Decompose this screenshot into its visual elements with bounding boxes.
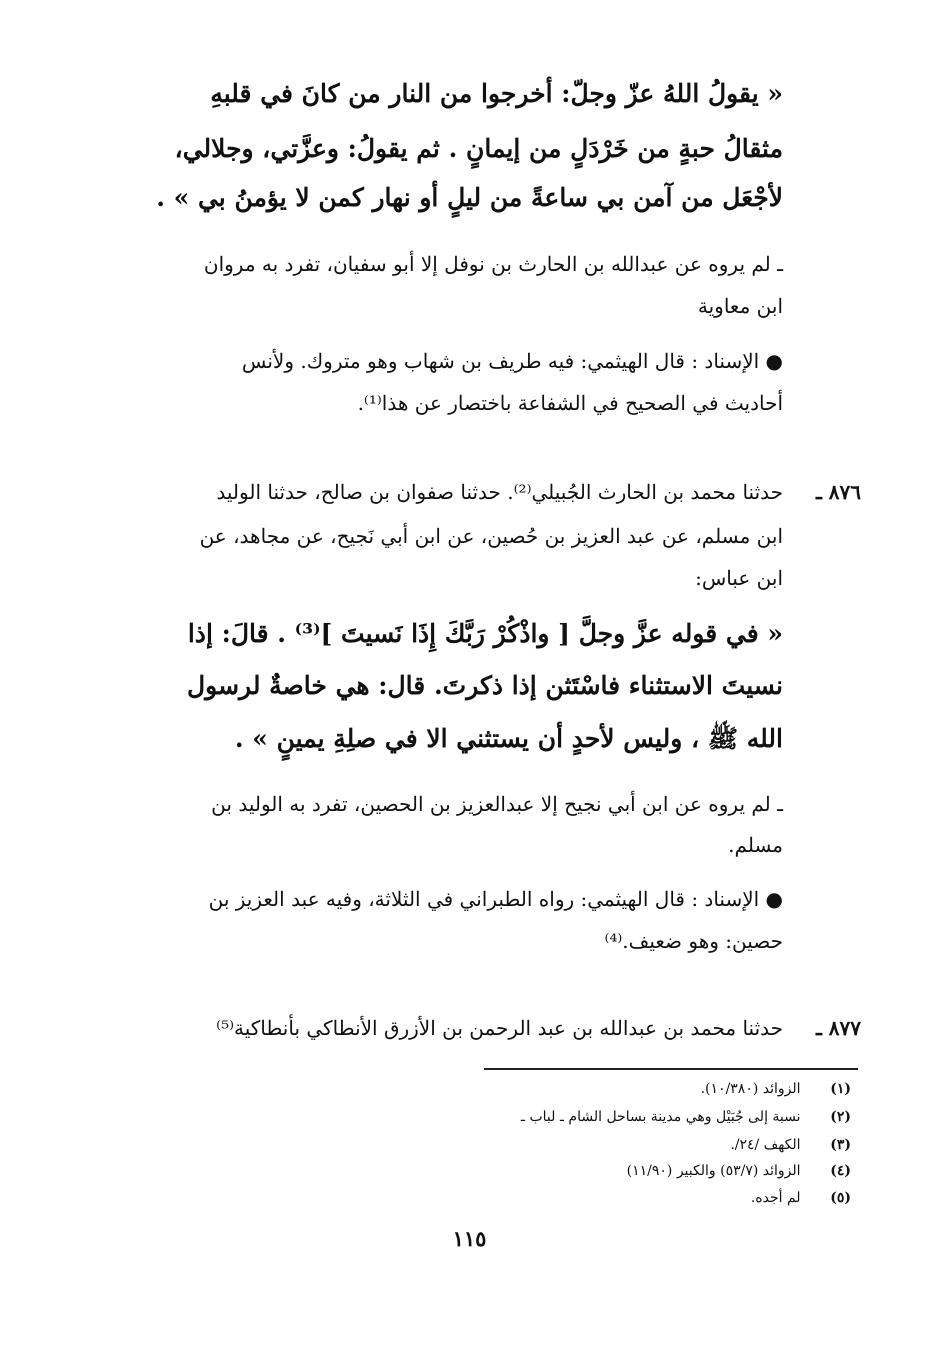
footnote-text: نسبة إلى جُبَيْل وهي مدينة بساحل الشام ـ لباب ـ xyxy=(520,1109,801,1125)
narration-note: ـ لم يروه عن ابن أبي نجيح إلا عبدالعزيز بن الحصين، تفرد به الوليد بن xyxy=(211,792,783,816)
quote-line: « في قوله عزَّ وجلَّ [ واذْكُرْ رَبَّكَ إِذَا نَسيتَ ]⁽³⁾ . قالَ: إذا xyxy=(187,619,783,648)
quote-line: مثقالُ حبةٍ من خَرْدَلٍ من إيمانٍ . ثم يقولُ: وعزَّتي، وجلالي، xyxy=(174,134,783,163)
footnote-text: الكهف /٢٤/. xyxy=(730,1137,801,1153)
footnote-text: الزوائد (١٠/٣٨٠). xyxy=(700,1081,801,1097)
quote-line: لأجْعَل من آمن بي ساعةً من ليلٍ أو نهار كمن لا يؤمنُ بي » . xyxy=(156,183,783,212)
footnote xyxy=(751,1190,851,1206)
footnote xyxy=(521,1109,851,1125)
footnote-number: (١) xyxy=(830,1081,851,1097)
page-number: ١١٥ xyxy=(452,1226,487,1251)
narration-note: مسلم. xyxy=(728,833,783,857)
footnote-number: (٥) xyxy=(830,1190,851,1206)
quote-line: « يقولُ اللهُ عزّ وجلّ: أخرجوا من النار من كانَ في قلبهِ xyxy=(210,79,783,108)
isnad-line: ● الإسناد : قال الهيثمي: رواه الطبراني في الثلاثة، وفيه عبد العزيز بن xyxy=(208,887,783,911)
quote-line: نسيتَ الاستثناء فاسْتَثن إذا ذكرتَ. قال: هي خاصةٌ لرسول xyxy=(187,671,783,700)
isnad-line: ● الإسناد : قال الهيثمي: فيه طريف بن شهاب وهو متروك. ولأنس xyxy=(241,349,783,373)
isnad-line: أحاديث في الصحيح في الشفاعة باختصار عن هذا⁽¹⁾. xyxy=(357,391,783,415)
footnote xyxy=(627,1163,851,1179)
footnote-number: (٢) xyxy=(830,1109,851,1125)
hadith-number: ٨٧٧ ـ xyxy=(815,1016,861,1040)
isnad-line: حصين: وهو ضعيف.⁽⁴⁾ xyxy=(604,929,783,953)
narration-note: ـ لم يروه عن عبدالله بن الحارث بن نوفل إلا أبو سفيان، تفرد به مروان xyxy=(203,252,783,276)
footnote-text: لم أجده. xyxy=(750,1190,801,1206)
footnote-number: (٤) xyxy=(830,1163,851,1179)
quote-line: الله ﷺ ، وليس لأحدٍ أن يستثني الا في صلِةِ يمينٍ » . xyxy=(234,724,783,753)
hadith-chain-line: ابن عباس: xyxy=(695,566,783,590)
footnote-divider xyxy=(484,1068,858,1070)
footnote xyxy=(701,1081,851,1097)
narration-note: ابن معاوية xyxy=(697,294,783,318)
hadith-number: ٨٧٦ ـ xyxy=(815,480,861,504)
footnote-text: الزوائد (٥٣/٧) والكبير (١١/٩٠) xyxy=(626,1163,801,1179)
footnote xyxy=(730,1137,851,1153)
hadith-chain-line: حدثنا محمد بن الحارث الجُبيلي⁽²⁾. حدثنا صفوان بن صالح، حدثنا الوليد xyxy=(216,480,783,504)
hadith-chain-line: حدثنا محمد بن عبدالله بن عبد الرحمن بن الأزرق الأنطاكي بأنطاكية⁽⁵⁾ xyxy=(216,1016,783,1040)
footnote-number: (٣) xyxy=(830,1137,851,1153)
hadith-chain-line: ابن مسلم، عن عبد العزيز بن حُصين، عن ابن أبي نَجيح، عن مجاهد، عن xyxy=(199,524,783,548)
